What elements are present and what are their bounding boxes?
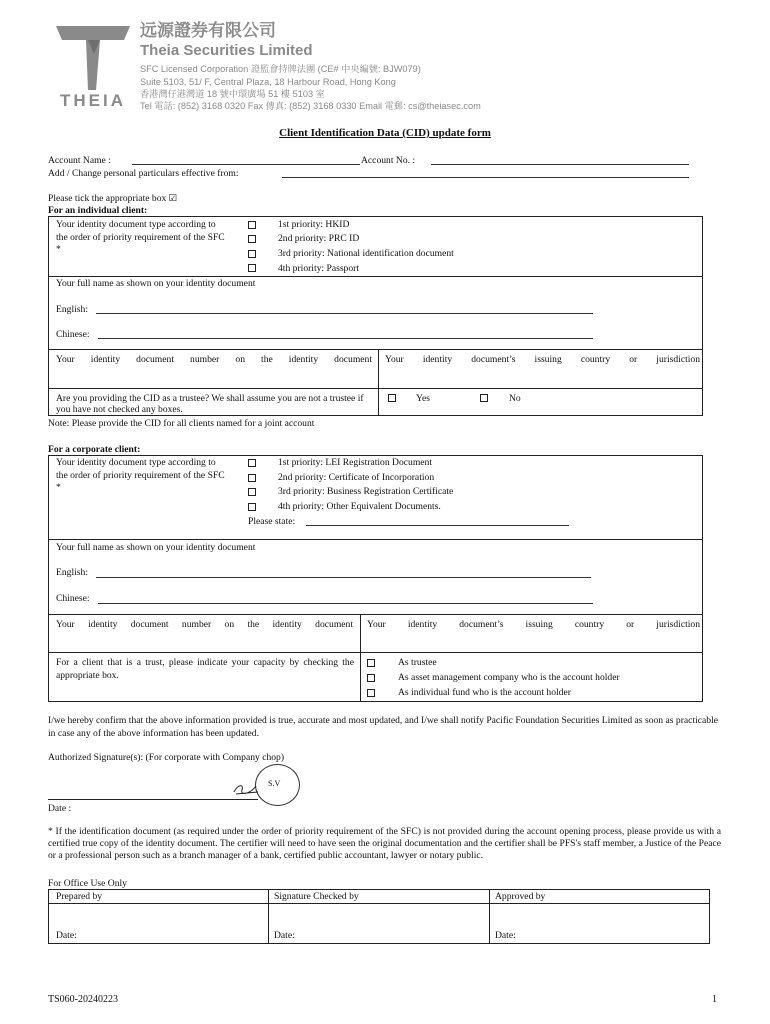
footnote: * If the identification document (as required under the order of priority requirement of the SFC) is not provided during the account opening process, please provide us with a certified true copy of the identity document. The certifier will need to have seen the original documentation and the certifier shall be PFS's staff member, a Justice of the Peace or a professional person such as a branch manager of a bank, certified public accountant, lawyer or notary public. [48,826,721,861]
document-code: TS060-20240223 [48,994,118,1005]
trust-option-1-checkbox[interactable] [367,659,375,667]
change-effective-label: Add / Change personal particulars effective from: [48,168,239,179]
company-name-cn: 远源證券有限公司 [140,21,276,40]
office-use-table [48,889,710,944]
office-date-approved[interactable]: Date: [495,930,516,941]
tick-note: Please tick the appropriate box ☑ [48,193,178,204]
corporate-chinese-field[interactable] [98,603,593,604]
chop-text: S.V [268,779,281,788]
please-state-field[interactable] [306,525,569,526]
theia-logo-mark [54,24,132,94]
office-date-prepared[interactable]: Date: [56,930,77,941]
account-name-label: Account Name : [48,155,111,166]
account-no-label: Account No. : [361,155,416,166]
individual-priority-1: 1st priority: HKID [278,219,350,230]
trust-option-3: As individual fund who is the account holder [398,687,571,698]
individual-priority-3-checkbox[interactable] [248,250,256,258]
corporate-chinese-label: Chinese: [56,593,90,604]
corporate-full-name-label: Your full name as shown on your identity document [56,542,256,553]
signature-line[interactable] [48,799,258,800]
trustee-yes-label: Yes [416,393,430,404]
corporate-heading: For a corporate client: [48,444,141,455]
individual-issuing-label[interactable]: Your identity document’s issuing country or jurisdiction [385,354,700,365]
signature-label: Authorized Signature(s): (For corporate with Company chop) [48,752,285,763]
joint-account-note: Note: Please provide the CID for all clients named for a joint account [48,418,315,429]
individual-chinese-label: Chinese: [56,329,90,340]
trustee-yes-checkbox[interactable] [388,394,396,402]
corporate-english-field[interactable] [96,577,591,578]
individual-doc-type-label: Your identity document type according to the order of priority requirement of the SFC * [56,219,225,255]
individual-priority-2-checkbox[interactable] [248,235,256,243]
signature-scribble-icon [232,780,260,798]
individual-priority-2: 2nd priority: PRC ID [278,233,360,244]
trustee-no-checkbox[interactable] [480,394,488,402]
individual-english-field[interactable] [96,313,593,314]
header-address-cn: 香港灣仔港灣道 18 號中環廣場 51 樓 5103 室 [140,89,325,99]
company-name-en: Theia Securities Limited [140,42,313,59]
individual-chinese-field[interactable] [98,338,593,339]
header-address-en: Suite 5103, 51/ F, Central Plaza, 18 Harbour Road, Hong Kong [140,77,396,87]
trustee-no-label: No [509,393,521,404]
individual-priority-4: 4th priority: Passport [278,263,360,274]
office-col-prepared: Prepared by [56,891,103,902]
office-use-title: For Office Use Only [48,878,127,889]
date-label: Date : [48,803,72,814]
corporate-priority-2-checkbox[interactable] [248,474,256,482]
header-license: SFC Licensed Corporation 證監會持牌法團 (CE# 中央編號: BJW079) [140,64,421,74]
corporate-priority-1: 1st priority: LEI Registration Document [278,457,433,468]
corporate-priority-3: 3rd priority: Business Registration Certificate [278,486,454,497]
change-effective-field[interactable] [282,177,689,178]
corporate-priority-1-checkbox[interactable] [248,459,256,467]
corporate-doc-number-label[interactable]: Your identity document number on the identity document [56,619,353,630]
trust-option-3-checkbox[interactable] [367,689,375,697]
page-number: 1 [712,994,717,1005]
individual-full-name-label: Your full name as shown on your identity document [56,278,256,289]
corporate-priority-4-checkbox[interactable] [248,503,256,511]
declaration-text: I/we hereby confirm that the above information provided is true, accurate and most updated, and I/we shall notify Pacific Foundation Securities Limited as soon as practicable in case any of the above information has been updated. [48,715,718,739]
trust-option-2-checkbox[interactable] [367,674,375,682]
trust-option-2: As asset management company who is the account holder [398,672,620,683]
individual-priority-4-checkbox[interactable] [248,264,256,272]
trust-option-1: As trustee [398,657,437,668]
individual-priority-3: 3rd priority: National identification document [278,248,454,259]
office-date-signature-checked[interactable]: Date: [274,930,295,941]
corporate-priority-3-checkbox[interactable] [248,488,256,496]
corporate-doc-type-label: Your identity document type according to the order of priority requirement of the SFC * [56,457,225,493]
corporate-english-label: English: [56,567,88,578]
individual-heading: For an individual client: [48,205,148,216]
corporate-priority-4: 4th priority: Other Equivalent Documents. [278,501,441,512]
account-no-field[interactable] [431,164,689,165]
individual-english-label: English: [56,304,88,315]
corporate-priority-2: 2nd priority: Certificate of Incorporation [278,472,435,483]
corporate-issuing-label[interactable]: Your identity document’s issuing country or jurisdiction [367,619,700,630]
office-col-approved: Approved by [495,891,546,902]
logo-text: THEIA [60,91,126,110]
individual-doc-number-label[interactable]: Your identity document number on the identity document [56,354,372,365]
account-name-field[interactable] [132,164,360,165]
header-contact: Tel 電話: (852) 3168 0320 Fax 傳真: (852) 3168 0330 Email 電郵: cs@theiasec.com [140,101,481,111]
trustee-question: Are you providing the CID as a trustee? We shall assume you are not a trustee if you have not checked any boxes. [56,393,364,415]
form-title: Client Identification Data (CID) update form [279,127,491,139]
trust-question: For a client that is a trust, please indicate your capacity by checking the appropriate box. [56,657,354,681]
office-col-signature-checked: Signature Checked by [274,891,359,902]
individual-priority-1-checkbox[interactable] [248,221,256,229]
please-state-label: Please state: [248,516,296,527]
